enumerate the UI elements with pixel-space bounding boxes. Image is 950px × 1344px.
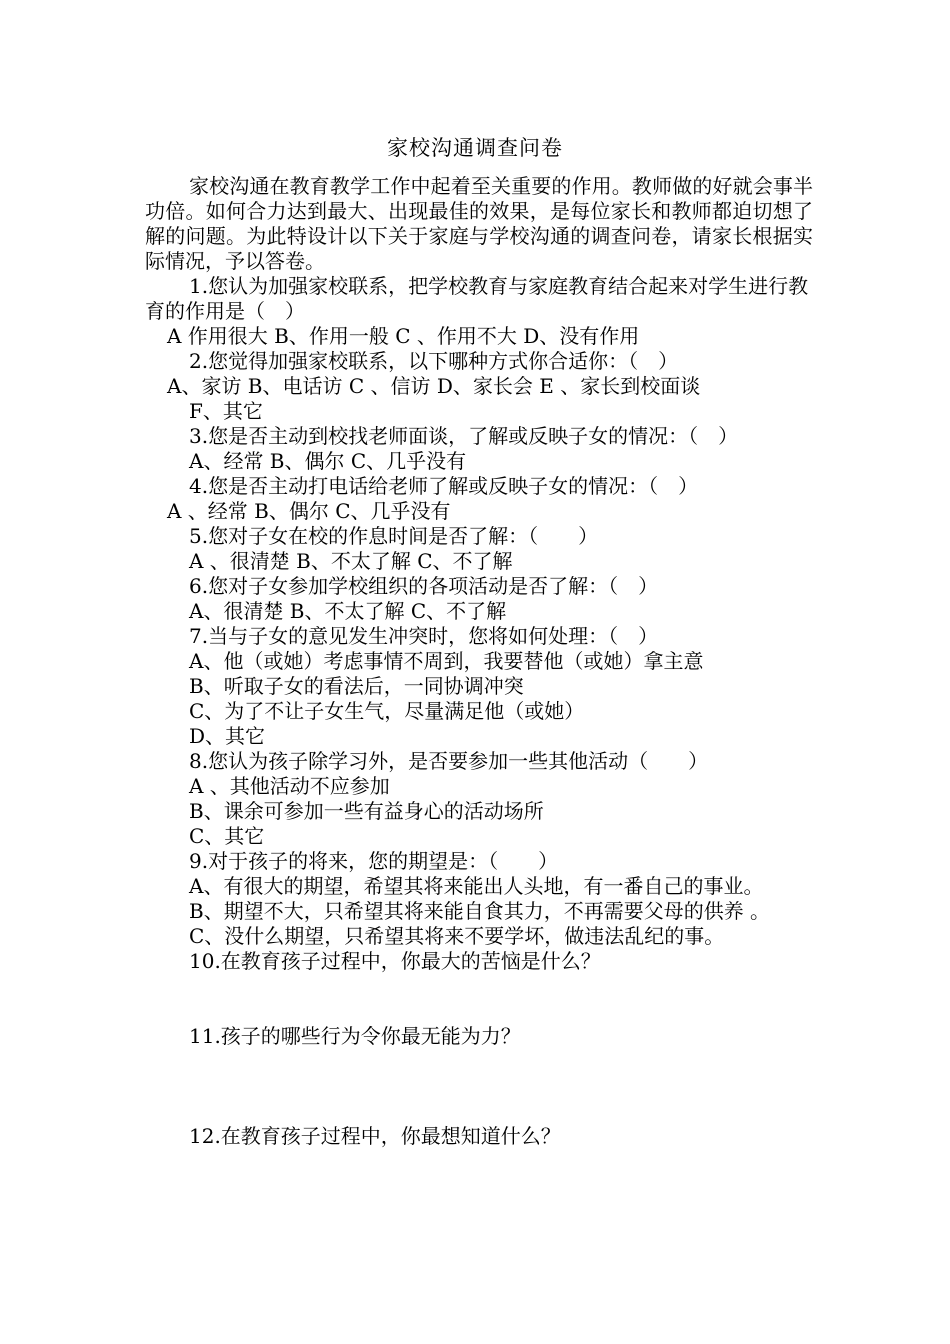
question-5: 5.您对子女在校的作息时间是否了解：（ ） [189, 524, 599, 548]
question-2-options: A、家访 B、电话访 C 、信访 D、家长会 E 、家长到校面谈 [167, 374, 701, 398]
question-6-options: A、很清楚 B、不太了解 C、不了解 [189, 599, 507, 623]
question-3-options: A、经常 B、偶尔 C、几乎没有 [189, 449, 467, 473]
question-8: 8.您认为孩子除学习外，是否要参加一些其他活动（ ） [189, 749, 709, 773]
question-4-options: A 、经常 B、偶尔 C、几乎没有 [167, 499, 451, 523]
question-7: 7.当与子女的意见发生冲突时，您将如何处理：（ ） [189, 624, 659, 648]
question-10: 10.在教育孩子过程中，你最大的苦恼是什么？ [189, 949, 601, 973]
question-1: 1.您认为加强家校联系，把学校教育与家庭教育结合起来对学生进行教育的作用是（ ） [145, 274, 809, 323]
question-7-option-b: B、听取子女的看法后，一同协调冲突 [189, 674, 524, 698]
question-9-option-b: B、期望不大，只希望其将来能自食其力，不再需要父母的供养 。 [189, 899, 771, 923]
question-9: 9.对于孩子的将来，您的期望是：（ ） [189, 849, 559, 873]
question-7-option-c: C、为了不让子女生气，尽量满足他（或她） [189, 699, 585, 723]
intro-paragraph: 家校沟通在教育教学工作中起着至关重要的作用。教师做的好就会事半功倍。如何合力达到最大、出现最佳的效果，是每位家长和教师都迫切想了解的问题。为此特设计以下关于家庭与学校沟通的调查问卷，请家长根据实际情况，予以答卷。 [145, 174, 813, 273]
question-1-options: A 作用很大 B、作用一般 C 、作用不大 D、没有作用 [167, 324, 640, 348]
question-9-option-a: A、有很大的期望，希望其将来能出人头地，有一番自己的事业。 [189, 874, 764, 898]
question-7-option-a: A、他（或她）考虑事情不周到，我要替他（或她）拿主意 [189, 649, 704, 673]
question-8-option-a: A 、其他活动不应参加 [189, 774, 390, 798]
question-3: 3.您是否主动到校找老师面谈，了解或反映子女的情况：（ ） [189, 424, 739, 448]
question-9-option-c: C、没什么期望，只希望其将来不要学坏，做违法乱纪的事。 [189, 924, 725, 948]
question-12: 12.在教育孩子过程中，你最想知道什么？ [189, 1124, 561, 1148]
question-6: 6.您对子女参加学校组织的各项活动是否了解：（ ） [189, 574, 659, 598]
question-7-option-d: D、其它 [189, 724, 266, 748]
question-2-option-f: F、其它 [189, 399, 263, 423]
page-title: 家校沟通调查问卷 [387, 136, 563, 160]
question-4: 4.您是否主动打电话给老师了解或反映子女的情况：（ ） [189, 474, 699, 498]
question-2: 2.您觉得加强家校联系，以下哪种方式你合适你：（ ） [189, 349, 679, 373]
question-8-option-c: C、其它 [189, 824, 265, 848]
question-5-options: A 、很清楚 B、不太了解 C、不了解 [189, 549, 513, 573]
question-8-option-b: B、课余可参加一些有益身心的活动场所 [189, 799, 544, 823]
question-11: 11.孩子的哪些行为令你最无能为力？ [189, 1024, 521, 1048]
